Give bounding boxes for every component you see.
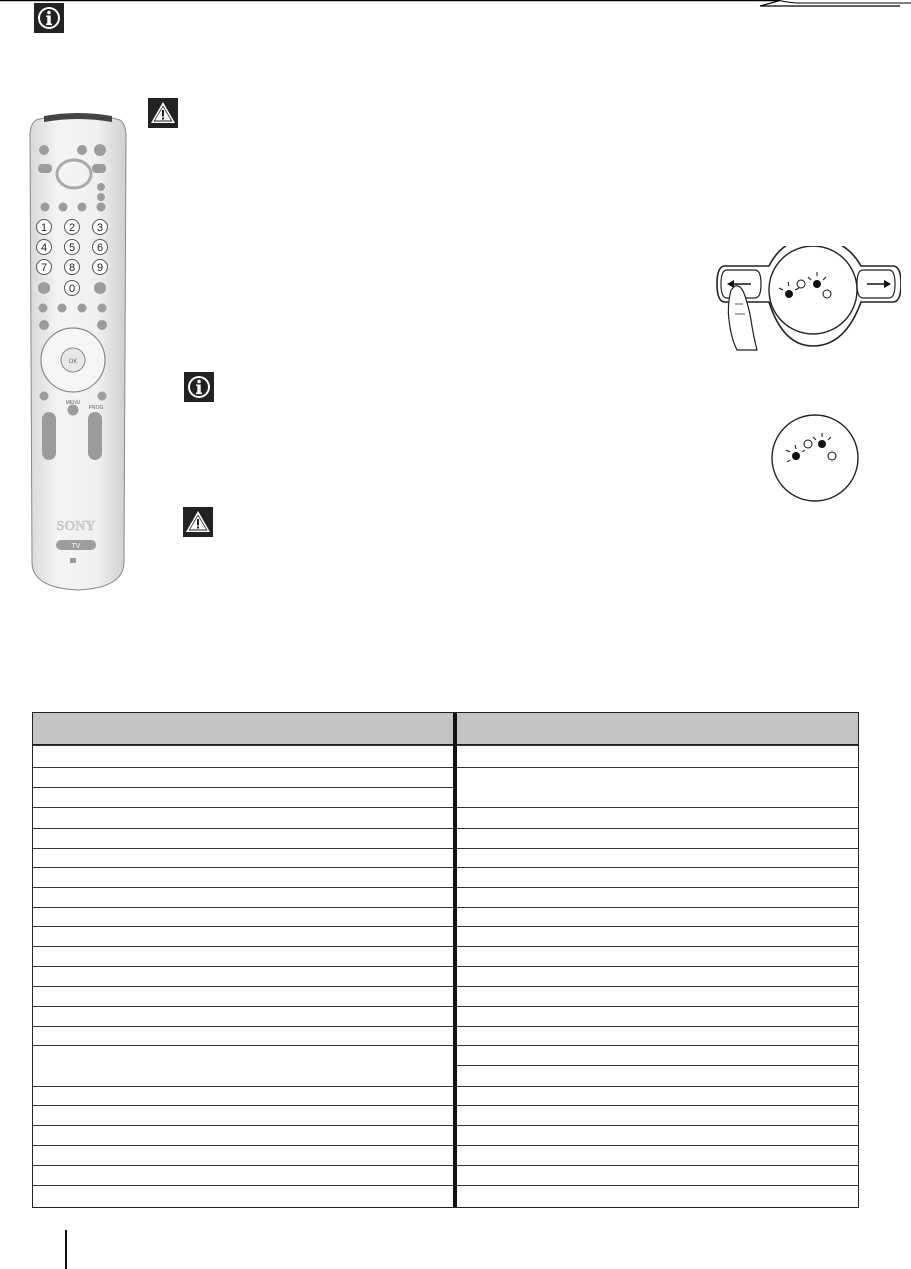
table-row-line-left [33, 767, 453, 768]
table-header-right [457, 713, 858, 745]
svg-text:OK: OK [68, 359, 78, 365]
table-row-line-right [457, 1006, 858, 1007]
table-row-line-right [457, 926, 858, 927]
table-row-line-right [457, 1165, 858, 1166]
table-row-line-right [457, 1105, 858, 1106]
table-row-line-left [33, 867, 453, 868]
column-separator [453, 713, 457, 1207]
svg-text:3: 3 [96, 222, 104, 234]
table-row-line-left [33, 1006, 453, 1007]
svg-text:SONY: SONY [56, 519, 96, 534]
table-row-line-right [457, 986, 858, 987]
svg-text:7: 7 [40, 262, 48, 274]
table-row-line-right [457, 867, 858, 868]
table-row-line-right [457, 1125, 858, 1126]
table-row-line-right [457, 1026, 858, 1027]
warning-icon [148, 98, 178, 128]
table-row-line-left [33, 848, 453, 849]
table-row-line-left [33, 1105, 453, 1106]
table-row-line-left [33, 1185, 453, 1186]
svg-text:2: 2 [68, 222, 76, 234]
table-row-line-left [33, 907, 453, 908]
table-row-line-right [457, 1086, 858, 1087]
table-header-left [33, 713, 453, 745]
table-row-line-left [33, 1026, 453, 1027]
table-row-line-right [457, 966, 858, 967]
table-row-line-left [33, 1086, 453, 1087]
svg-text:0: 0 [68, 283, 76, 295]
svg-text:TV: TV [71, 543, 81, 550]
svg-text:9: 9 [96, 262, 104, 274]
indicator-table [32, 712, 859, 1208]
table-row-line-right [457, 807, 858, 808]
table-row-line-right [457, 1145, 858, 1146]
svg-text:PROG: PROG [88, 405, 104, 411]
table-row-line-left [33, 1165, 453, 1166]
svg-text:MENU: MENU [65, 400, 81, 406]
table-row-line-left [33, 787, 453, 788]
svg-text:1: 1 [40, 222, 48, 234]
table-row-line-left [33, 1045, 453, 1046]
remote-control-illustration [26, 112, 130, 592]
table-row-line-right [457, 907, 858, 908]
table-row-line-right [457, 767, 858, 768]
led-indicator-illustration [770, 412, 860, 504]
table-row-line-right [457, 745, 858, 746]
table-row-line-left [33, 986, 453, 987]
table-row-line-left [33, 966, 453, 967]
warning-icon [183, 507, 213, 537]
table-row-line-left [33, 807, 453, 808]
table-row-line-left [33, 828, 453, 829]
svg-text:8: 8 [68, 262, 76, 274]
svg-text:6: 6 [96, 242, 104, 254]
table-row-line-left [33, 887, 453, 888]
table-row-line-right [457, 887, 858, 888]
table-row-line-right [457, 1065, 858, 1066]
table-row-line-right [457, 1045, 858, 1046]
table-row-line-right [457, 828, 858, 829]
table-row-line-left [33, 926, 453, 927]
page-margin-mark [65, 1230, 67, 1269]
table-row-line-right [457, 946, 858, 947]
table-row-line-left [33, 946, 453, 947]
table-row-line-left [33, 745, 453, 746]
top-rule [0, 0, 911, 40]
svg-text:5: 5 [68, 242, 76, 254]
table-row-line-right [457, 848, 858, 849]
info-icon [34, 3, 64, 33]
table-row-line-right [457, 1185, 858, 1186]
svg-text:4: 4 [40, 242, 48, 254]
info-icon [184, 372, 214, 402]
table-row-line-left [33, 1125, 453, 1126]
tv-front-panel-illustration [713, 246, 901, 352]
table-row-line-left [33, 1145, 453, 1146]
